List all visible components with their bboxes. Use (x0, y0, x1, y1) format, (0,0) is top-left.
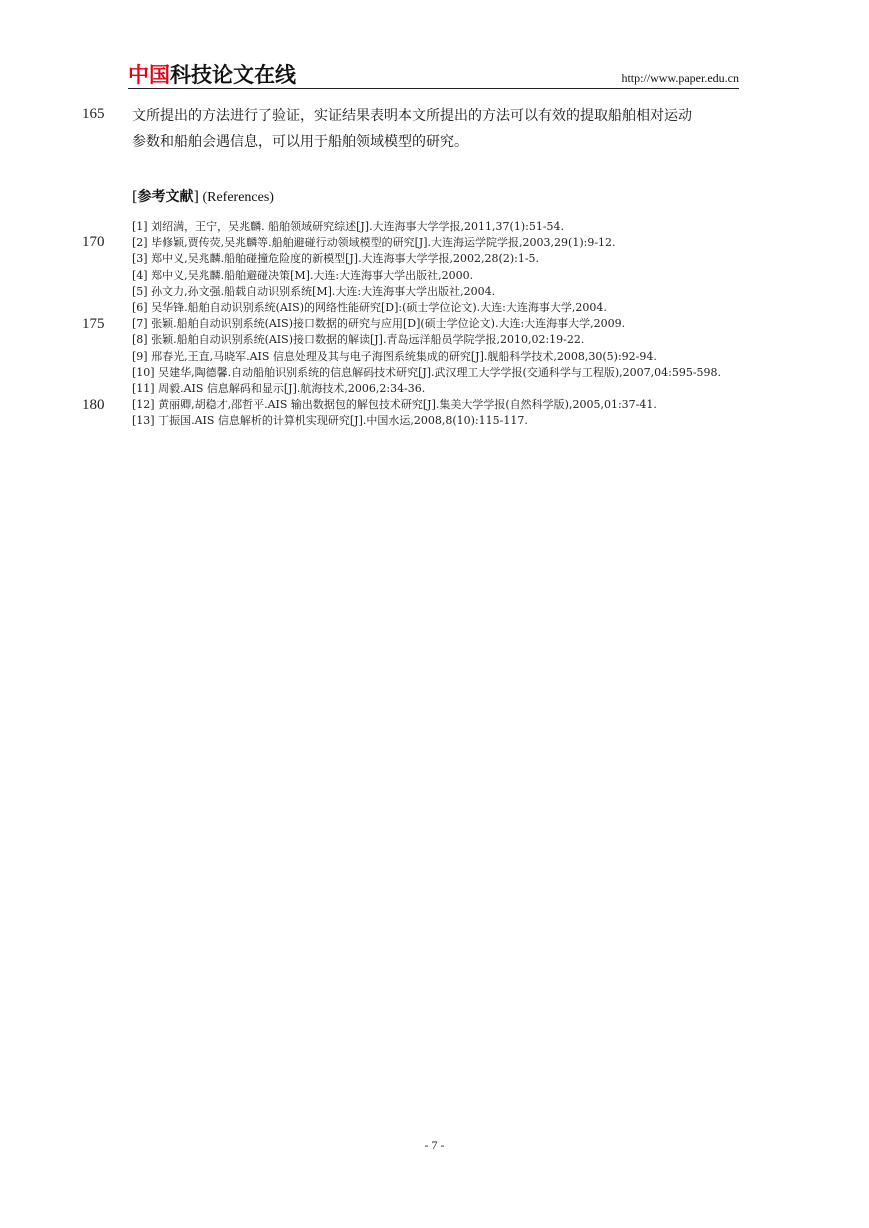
reference-item: [9] 邢春光,王直,马晓军.AIS 信息处理及其与电子海图系统集成的研究[J].舰船科学技术,2008,30(5):92-94. (132, 349, 657, 363)
references-heading (132, 186, 274, 206)
header-url[interactable]: http://www.paper.edu.cn (621, 71, 739, 85)
reference-item: [7] 张颖.船舶自动识别系统(AIS)接口数据的研究与应用[D](硕士学位论文).大连:大连海事大学,2009. (132, 317, 626, 331)
body-line: 文所提出的方法进行了验证，实证结果表明本文所提出的方法可以有效的提取船舶相对运动 (132, 108, 692, 124)
reference-list (132, 219, 740, 430)
reference-item: [1] 刘绍满，王宁，吴兆麟. 船舶领域研究综述[J].大连海事大学学报,2011,37(1):51-54. (132, 220, 565, 233)
reference-item: [13] 丁振国.AIS 信息解析的计算机实现研究[J].中国水运,2008,8(10):115-117. (132, 414, 528, 428)
logo-red-text: 中国 (128, 63, 170, 87)
reference-item: [4] 郑中义,吴兆麟.船舶避碰决策[M].大连:大连海事大学出版社,2000. (132, 268, 474, 282)
reference-item: [10] 吴建华,陶德馨.自动船舶识别系统的信息解码技术研究[J].武汉理工大学学报(交通科学与工程版),2007,04:595-598. (132, 365, 722, 379)
header-rule (128, 88, 739, 89)
heading-bracket: ] (193, 189, 199, 205)
body-paragraph (132, 103, 744, 155)
reference-item: [11] 周毅.AIS 信息解码和显示[J].航海技术,2006,2:34-36. (132, 382, 426, 396)
page-number: - 7 - (424, 1138, 445, 1152)
site-logo (128, 62, 296, 88)
line-number: 175 (82, 316, 105, 332)
reference-item: [2] 毕修颖,贾传荧,吴兆麟等.船舶避碰行动领域模型的研究[J].大连海运学院学报,2003,29(1):9-12. (132, 236, 616, 250)
page-header (128, 62, 739, 88)
heading-zh: 参考文献 (137, 189, 194, 205)
body-line: 参数和船舶会遇信息，可以用于船舶领域模型的研究。 (132, 134, 468, 150)
line-number: 165 (82, 106, 105, 122)
line-number: 170 (82, 234, 105, 250)
line-number: 180 (82, 397, 105, 413)
reference-item: [8] 张颖.船舶自动识别系统(AIS)接口数据的解读[J].青岛远洋船员学院学报,2010,02:19-22. (132, 333, 585, 347)
reference-item: [5] 孙文力,孙文强.船载自动识别系统[M].大连:大连海事大学出版社,2004. (132, 284, 496, 298)
reference-item: [12] 黄丽卿,胡稳才,邵哲平.AIS 输出数据包的解包技术研究[J].集美大学学报(自然科学版),2005,01:37-41. (132, 398, 657, 412)
logo-black-text: 科技论文在线 (170, 63, 296, 87)
reference-item: [3] 郑中义,吴兆麟.船舶碰撞危险度的新模型[J].大连海事大学学报,2002,28(2):1-5. (132, 252, 540, 266)
heading-bracket: [ (132, 189, 138, 205)
heading-en: (References) (198, 190, 274, 205)
reference-item: [6] 吴华锋.船舶自动识别系统(AIS)的网络性能研究[D]:(硕士学位论文).大连:大连海事大学,2004. (132, 301, 607, 315)
